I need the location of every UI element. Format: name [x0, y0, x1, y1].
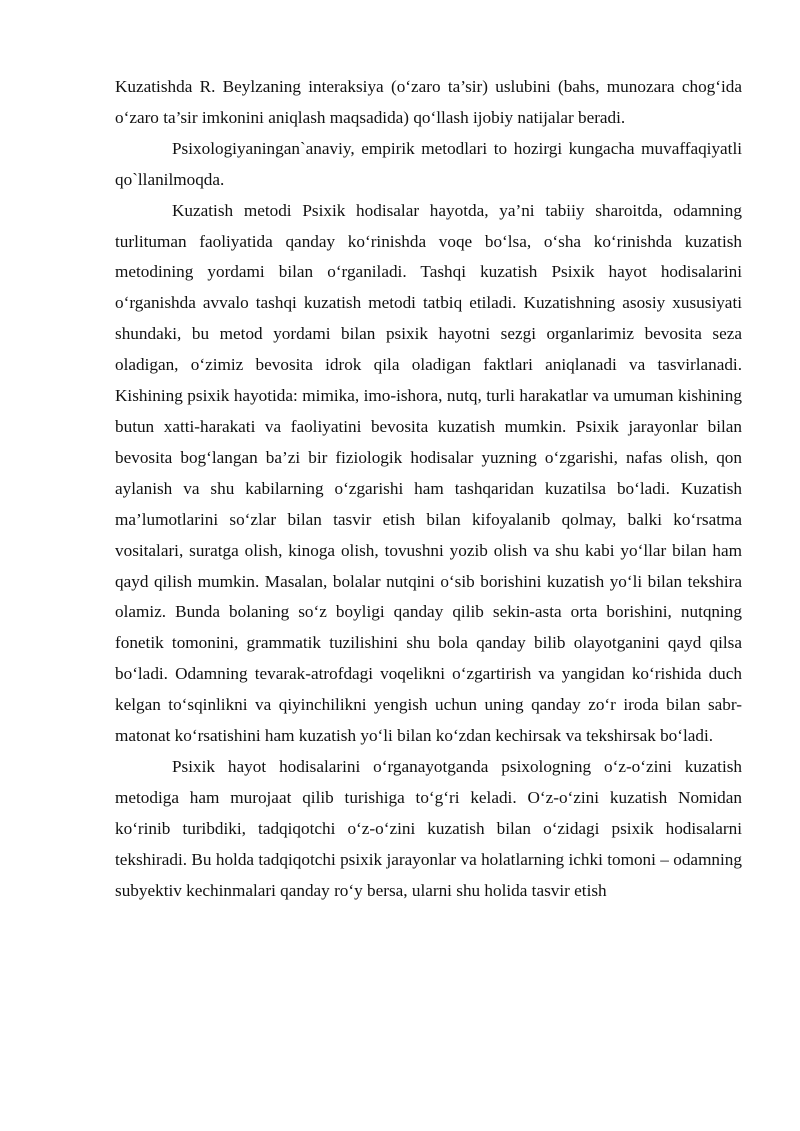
paragraph-2: Psixologiyaningan`anaviy, empirik metodlari to hozirgi kungacha muvaffaqiyatli qo`llanilmoqda.	[115, 138, 742, 189]
paragraph-4: Psixik hayot hodisalarini o‘rganayotganda psixologning o‘z-o‘zini kuzatish metodiga ham murojaat qilib turishiga to‘g‘ri keladi. O‘z-o‘zini kuzatish Nomidan ko‘rinib turibdiki, tadqiqotchi o‘z-o‘zini kuzatish bilan o‘zidagi psixik hodisalarni tekshiradi. Bu holda tadqiqotchi psixik jarayonlar va holatlarning ichki tomoni – odamning subyektiv kechinmalari qanday ro‘y bersa, ularni shu holida tasvir etish	[115, 756, 742, 900]
paragraph-3: Kuzatish metodi Psixik hodisalar hayotda, ya’ni tabiiy sharoitda, odamning turlituman faoliyatida qanday ko‘rinishda voqe bo‘lsa, o‘sha ko‘rinishda kuzatish metodining yordami bilan o‘rganiladi. Tashqi kuzatish Psixik hayot hodisalarini o‘rganishda avvalo tashqi kuzatish metodi tatbiq etiladi. Kuzatishning asosiy xususiyati shundaki, bu metod yordami bilan psixik hayotni sezgi organlarimiz bevosita seza oladigan, o‘zimiz bevosita idrok qila oladigan faktlari aniqlanadi va tasvirlanadi. Kishining psixik hayotida: mimika, imo-ishora, nutq, turli harakatlar va umuman kishining butun xatti-harakati va faoliyatini bevosita kuzatish mumkin. Psixik jarayonlar bilan bevosita bog‘langan ba’zi bir fiziologik hodisalar yuzning o‘zgarishi, nafas olish, qon aylanish va shu kabilarning o‘zgarishi ham tashqaridan kuzatilsa bo‘ladi. Kuzatish ma’lumotlarini so‘zlar bilan tasvir etish bilan kifoyalanib qolmay, balki ko‘rsatma vositalari, suratga olish, kinoga olish, tovushni yozib olish va shu kabi yo‘llar bilan ham qayd qilish mumkin. Masalan, bolalar nutqini o‘sib borishini kuzatish yo‘li bilan tekshira olamiz. Bunda bolaning so‘z boyligi qanday qilib sekin-asta orta borishini, nutqning fonetik tomonini, grammatik tuzilishini shu bola qanday bilib olayotganini qayd qilsa bo‘ladi. Odamning tevarak-atrofdagi voqelikni o‘zgartirish va yangidan ko‘rishida duch kelgan to‘sqinlikni va qiyinchilikni yengish uchun uning qanday zo‘r iroda bilan sabr-matonat ko‘rsatishini ham kuzatish yo‘li bilan ko‘zdan kechirsak va tekshirsak bo‘ladi.	[115, 200, 742, 746]
paragraph-1: Kuzatishda R. Beylzaning interaksiya (o‘zaro ta’sir) uslubini (bahs, munozara chog‘ida o‘zaro ta’sir imkonini aniqlash maqsadida) qo‘llash ijobiy natijalar beradi.	[115, 77, 742, 127]
body-text	[115, 72, 742, 906]
